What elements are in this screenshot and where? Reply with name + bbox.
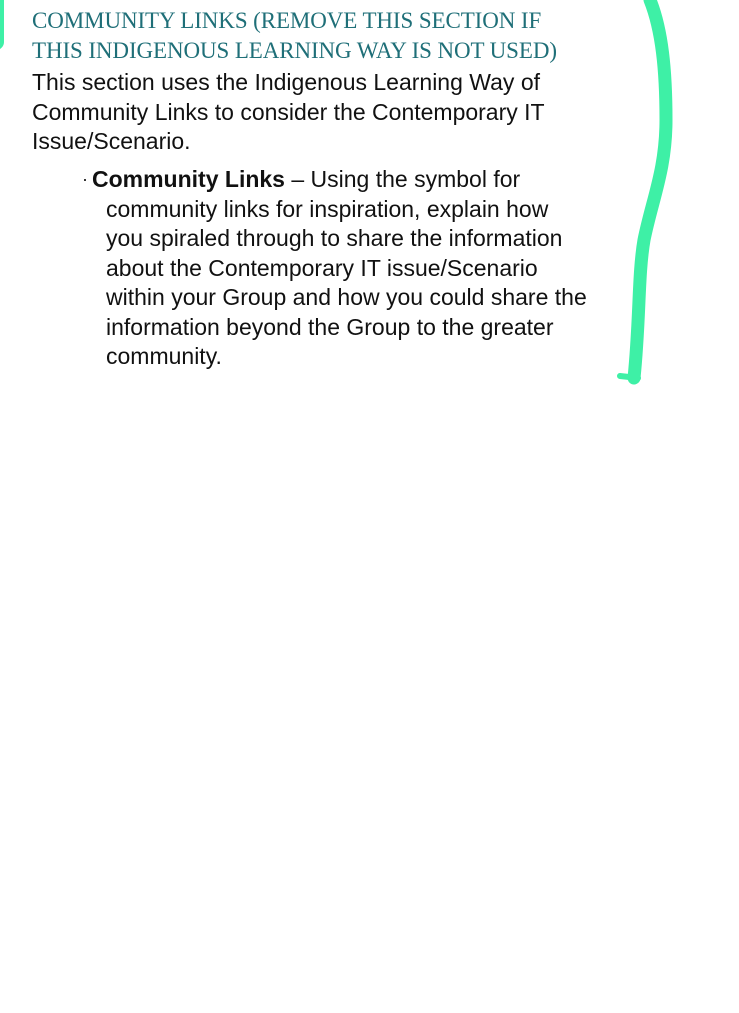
section-heading: [32, 6, 632, 66]
bullet-text: [82, 165, 638, 372]
bullet-marker: ·: [82, 169, 88, 189]
highlight-marker-left: [0, 0, 4, 50]
section-heading-line-1: COMMUNITY LINKS (REMOVE THIS SECTION IF: [32, 8, 542, 33]
bullet-body: community links for inspiration, explain how you spiraled through to share the information about the Contemporary IT issue/Scenario within your Group and how you could share the information beyond the Group to the greater community.: [106, 195, 587, 369]
bullet-first-line: Using the symbol for: [310, 166, 521, 192]
intro-paragraph: This section uses the Indigenous Learning Way of Community Links to consider the Contemporary IT Issue/Scenario.: [32, 69, 545, 154]
section-heading-line-2: THIS INDIGENOUS LEARNING WAY IS NOT USED): [32, 38, 557, 63]
bullet-separator: –: [284, 166, 311, 192]
bullet-lead-term: Community Links: [92, 166, 285, 192]
bullet-item-community-links: [82, 165, 638, 372]
